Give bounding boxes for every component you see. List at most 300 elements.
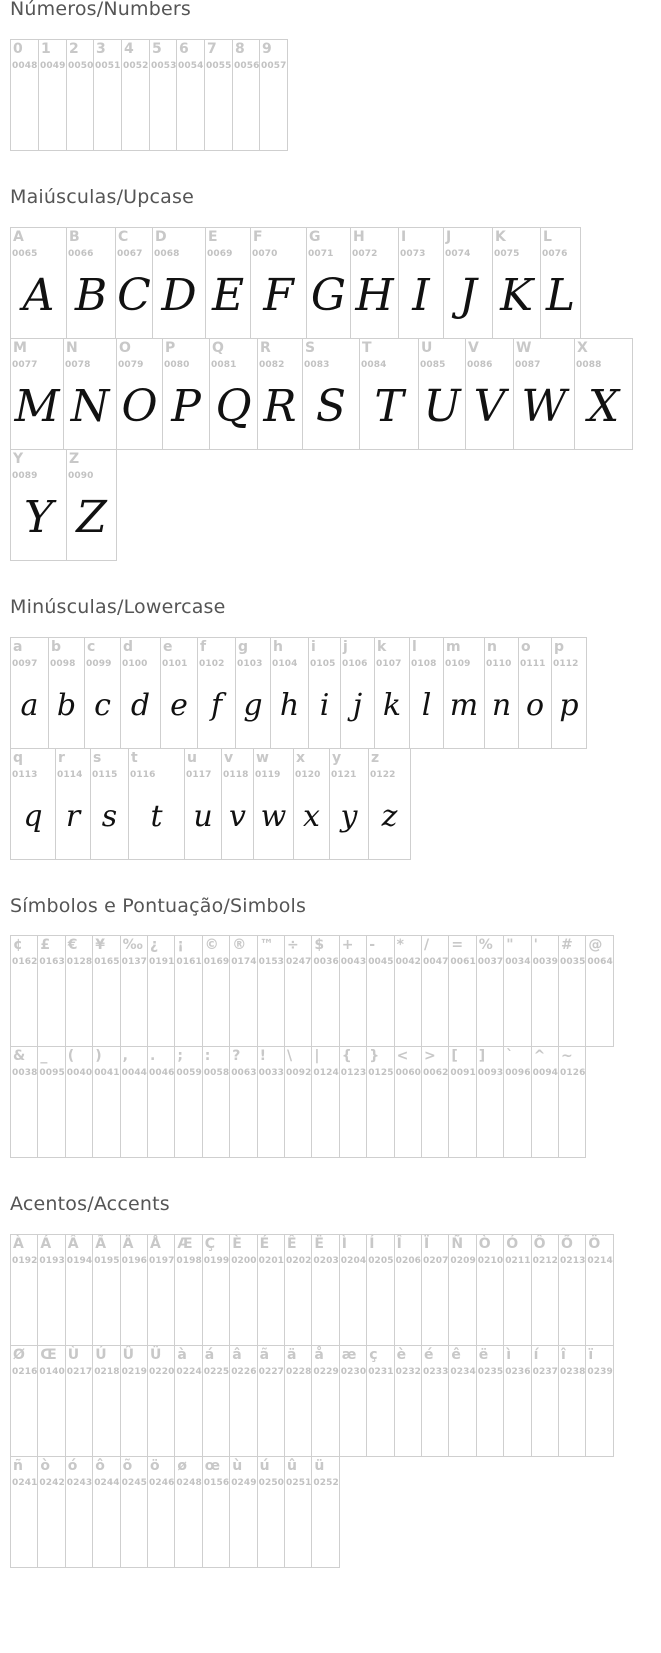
glyph-code-label: 0098 (50, 659, 76, 669)
glyph-code-label: 0246 (149, 1478, 175, 1488)
glyph-char-label: G (309, 229, 321, 245)
glyph-cell (492, 227, 541, 339)
glyph-cell (66, 227, 116, 339)
glyph-cell (120, 1345, 148, 1457)
glyph-cell (311, 1234, 339, 1346)
glyph-cell (65, 1234, 93, 1346)
glyph-code-label: 0048 (12, 61, 38, 71)
glyph-char-label: ] (478, 1048, 486, 1064)
glyph-cell (366, 1234, 394, 1346)
glyph-char-label: à (177, 1347, 187, 1363)
glyph-char-label: î (561, 1347, 566, 1363)
glyph-cell (359, 338, 419, 450)
glyph-code-label: 0043 (340, 957, 367, 967)
glyph-cell (205, 227, 251, 339)
glyph-code-label: 0220 (149, 1367, 175, 1377)
glyph-code-label: 0199 (203, 1256, 230, 1266)
glyph-cell (66, 39, 94, 151)
glyph-code-label: 0125 (368, 1068, 394, 1078)
glyph-code-label: 0077 (12, 360, 38, 370)
glyph-sample: D (161, 270, 197, 321)
glyph-code-label: 0162 (12, 957, 38, 967)
glyph-char-label: 3 (96, 41, 106, 57)
glyph-code-label: 0099 (86, 659, 112, 669)
glyph-code-label: 0052 (123, 61, 149, 71)
glyph-cell (257, 1046, 285, 1158)
glyph-char-label: f (200, 639, 207, 655)
glyph-cell (253, 748, 294, 860)
glyph-sample: r (65, 799, 81, 834)
glyph-code-label: 0064 (587, 957, 613, 967)
glyph-sample: E (211, 270, 245, 321)
glyph-sample: k (382, 688, 402, 723)
glyph-cell (513, 338, 575, 450)
glyph-char-label: d (123, 639, 134, 655)
glyph-code-label: 0040 (66, 1068, 93, 1078)
glyph-cell (339, 1345, 367, 1457)
glyph-sample: d (130, 688, 151, 723)
glyph-code-label: 0038 (12, 1068, 38, 1078)
glyph-sample: y (340, 799, 358, 834)
glyph-char-label: # (561, 937, 573, 953)
glyph-cell (259, 39, 288, 151)
glyph-code-label: 0047 (423, 957, 449, 967)
glyph-cell (48, 637, 85, 749)
glyph-code-label: 0044 (121, 1068, 148, 1078)
glyph-code-label: 0156 (203, 1478, 230, 1488)
glyph-char-label: . (150, 1048, 156, 1064)
glyph-code-label: 0117 (186, 770, 212, 780)
glyph-code-label: 0076 (542, 249, 568, 259)
glyph-code-label: 0080 (164, 360, 190, 370)
glyph-cell (531, 1046, 559, 1158)
glyph-code-label: 0051 (95, 61, 121, 71)
glyph-code-label: 0070 (252, 249, 278, 259)
glyph-cell (448, 935, 476, 1047)
glyph-char-label: { (341, 1048, 352, 1064)
glyph-code-label: 0207 (423, 1256, 449, 1266)
glyph-char-label: m (446, 639, 461, 655)
glyph-char-label: ä (287, 1347, 297, 1363)
glyph-cell (90, 748, 129, 860)
glyph-cell (257, 338, 303, 450)
glyph-char-label: Î (396, 1236, 402, 1252)
glyph-char-label: Í (369, 1236, 375, 1252)
glyph-cell (366, 935, 394, 1047)
glyph-code-label: 0229 (313, 1367, 339, 1377)
glyph-cell (162, 338, 210, 450)
glyph-code-label: 0120 (295, 770, 321, 780)
glyph-char-label: x (296, 750, 306, 766)
glyph-cell (229, 1345, 257, 1457)
glyph-cell (558, 935, 586, 1047)
glyph-char-label: € (67, 937, 78, 953)
glyph-char-label: D (155, 229, 167, 245)
glyph-sample: B (74, 270, 108, 321)
glyph-char-label: è (396, 1347, 407, 1363)
glyph-char-label: å (314, 1347, 324, 1363)
glyph-cell (37, 935, 65, 1047)
glyph-cell (270, 637, 309, 749)
glyph-char-label: B (69, 229, 80, 245)
glyph-cell (37, 1234, 65, 1346)
glyph-sample: C (117, 270, 151, 321)
glyph-sample: G (310, 270, 347, 321)
glyph-code-label: 0140 (39, 1367, 65, 1377)
glyph-char-label: P (165, 340, 176, 356)
glyph-code-label: 0095 (39, 1068, 65, 1078)
glyph-code-label: 0201 (258, 1256, 285, 1266)
glyph-code-label: 0065 (12, 249, 38, 259)
glyph-char-label: 2 (69, 41, 79, 57)
glyph-char-label: / (424, 937, 430, 953)
glyph-cell (443, 227, 493, 339)
glyph-char-label: V (468, 340, 479, 356)
glyph-char-label: ë (478, 1347, 489, 1363)
glyph-char-label: R (260, 340, 271, 356)
glyph-char-label: ñ (13, 1458, 23, 1474)
glyph-char-label: ® (232, 937, 247, 953)
glyph-code-label: 0113 (12, 770, 38, 780)
glyph-code-label: 0165 (94, 957, 120, 967)
glyph-code-label: 0034 (505, 957, 531, 967)
glyph-code-label: 0106 (342, 659, 368, 669)
glyph-code-label: 0218 (94, 1367, 120, 1377)
section-title-accents: Acentos/Accents (10, 1193, 170, 1215)
glyph-cell (257, 1345, 285, 1457)
glyph-code-label: 0071 (308, 249, 334, 259)
glyph-char-label: @ (588, 937, 603, 953)
glyph-cell (558, 1345, 586, 1457)
glyph-code-label: 0213 (560, 1256, 586, 1266)
glyph-char-label: ú (259, 1458, 270, 1474)
glyph-code-label: 0035 (560, 957, 586, 967)
glyph-cell (147, 1456, 175, 1568)
glyph-cell (10, 637, 49, 749)
glyph-code-label: 0251 (286, 1478, 312, 1488)
glyph-cell (92, 1345, 120, 1457)
glyph-code-label: 0206 (395, 1256, 422, 1266)
glyph-cell (531, 1234, 559, 1346)
glyph-code-label: 0196 (121, 1256, 148, 1266)
glyph-code-label: 0107 (376, 659, 402, 669)
glyph-code-label: 0202 (286, 1256, 312, 1266)
glyph-cell (302, 338, 360, 450)
glyph-cell (558, 1046, 586, 1158)
glyph-code-label: 0239 (587, 1367, 613, 1377)
glyph-code-label: 0069 (207, 249, 233, 259)
glyph-char-label: ( (67, 1048, 75, 1064)
glyph-char-label: Ú (95, 1347, 107, 1363)
glyph-code-label: 0094 (532, 1068, 559, 1078)
glyph-char-label: < (396, 1048, 409, 1064)
glyph-code-label: 0195 (94, 1256, 120, 1266)
glyph-code-label: 0059 (176, 1068, 202, 1078)
glyph-cell (65, 1456, 93, 1568)
glyph-cell (147, 1234, 175, 1346)
glyph-char-label: U (421, 340, 433, 356)
glyph-cell (10, 1046, 38, 1158)
section-title-lowercase: Minúsculas/Lowercase (10, 596, 226, 618)
glyph-code-label: 0045 (368, 957, 394, 967)
glyph-sample: h (279, 688, 300, 723)
glyph-cell (421, 1046, 449, 1158)
glyph-char-label: w (256, 750, 269, 766)
glyph-cell (229, 1046, 257, 1158)
glyph-code-label: 0092 (286, 1068, 312, 1078)
glyph-cell (202, 1345, 230, 1457)
glyph-char-label: ù (232, 1458, 243, 1474)
glyph-char-label: Ò (478, 1236, 491, 1252)
glyph-char-label: = (451, 937, 464, 953)
glyph-code-label: 0217 (66, 1367, 93, 1377)
glyph-char-label: J (446, 229, 452, 245)
glyph-cell (174, 1345, 202, 1457)
glyph-char-label: i (311, 639, 316, 655)
glyph-code-label: 0075 (494, 249, 520, 259)
glyph-cell (329, 748, 369, 860)
glyph-code-label: 0161 (176, 957, 202, 967)
glyph-cell (418, 338, 466, 450)
glyph-code-label: 0205 (368, 1256, 394, 1266)
glyph-char-label: í (533, 1347, 539, 1363)
glyph-code-label: 0060 (395, 1068, 422, 1078)
glyph-code-label: 0211 (505, 1256, 531, 1266)
section-title-symbols: Símbolos e Pontuação/Simbols (10, 895, 307, 917)
glyph-cell (37, 1046, 65, 1158)
glyph-code-label: 0110 (486, 659, 512, 669)
glyph-code-label: 0067 (117, 249, 143, 259)
glyph-char-label: ! (259, 1048, 266, 1064)
glyph-char-label: : (204, 1048, 211, 1064)
glyph-cell (92, 1046, 120, 1158)
glyph-code-label: 0055 (206, 61, 232, 71)
glyph-cell (443, 637, 485, 749)
glyph-char-label: Ï (424, 1236, 430, 1252)
glyph-code-label: 0212 (532, 1256, 559, 1266)
glyph-cell (120, 1234, 148, 1346)
glyph-char-label: N (66, 340, 78, 356)
glyph-cell (160, 637, 198, 749)
glyph-code-label: 0089 (12, 471, 38, 481)
glyph-code-label: 0046 (149, 1068, 175, 1078)
glyph-code-label: 0062 (423, 1068, 449, 1078)
glyph-cell (202, 1456, 230, 1568)
glyph-cell (115, 227, 153, 339)
glyph-sample: x (303, 799, 320, 834)
glyph-code-label: 0248 (176, 1478, 202, 1488)
glyph-char-label: À (13, 1236, 24, 1252)
glyph-cell (202, 1234, 230, 1346)
glyph-char-label: Õ (561, 1236, 573, 1252)
glyph-cell (340, 637, 375, 749)
glyph-code-label: 0137 (121, 957, 148, 967)
glyph-cell (476, 1345, 504, 1457)
glyph-cell (176, 39, 205, 151)
glyph-cell (10, 39, 39, 151)
glyph-char-label: H (353, 229, 365, 245)
glyph-char-label: ) (95, 1048, 102, 1064)
glyph-sample: o (525, 688, 545, 723)
glyph-char-label: æ (341, 1347, 357, 1363)
glyph-char-label: , (122, 1048, 128, 1064)
glyph-code-label: 0078 (65, 360, 91, 370)
glyph-code-label: 0191 (149, 957, 175, 967)
glyph-char-label: Ö (588, 1236, 601, 1252)
glyph-char-label: ‰ (122, 937, 143, 953)
glyph-cell (308, 637, 341, 749)
glyph-char-label: } (369, 1048, 380, 1064)
glyph-char-label: ã (259, 1347, 270, 1363)
glyph-cell (574, 338, 633, 450)
glyph-sample: i (319, 688, 330, 723)
glyph-cell (149, 39, 177, 151)
glyph-char-label: F (253, 229, 263, 245)
glyph-cell (421, 1345, 449, 1457)
glyph-char-label: a (13, 639, 23, 655)
glyph-cell (257, 1234, 285, 1346)
glyph-char-label: É (259, 1236, 270, 1252)
glyph-code-label: 0049 (40, 61, 66, 71)
glyph-sample: R (263, 381, 297, 432)
glyph-code-label: 0233 (423, 1367, 449, 1377)
glyph-cell (197, 637, 236, 749)
glyph-char-label: $ (314, 937, 325, 953)
glyph-code-label: 0119 (255, 770, 281, 780)
glyph-char-label: ç (369, 1347, 378, 1363)
glyph-char-label: \ (287, 1048, 293, 1064)
glyph-char-label: z (371, 750, 380, 766)
glyph-char-label: ø (177, 1458, 188, 1474)
glyph-code-label: 0126 (560, 1068, 586, 1078)
glyph-sample: j (352, 688, 363, 723)
glyph-char-label: l (412, 639, 417, 655)
glyph-char-label: Â (67, 1236, 79, 1252)
glyph-char-label: q (13, 750, 24, 766)
glyph-code-label: 0232 (395, 1367, 422, 1377)
glyph-code-label: 0058 (203, 1068, 230, 1078)
glyph-sample: U (423, 381, 461, 432)
glyph-cell (284, 1046, 312, 1158)
glyph-char-label: Ä (122, 1236, 134, 1252)
glyph-char-label: b (51, 639, 62, 655)
glyph-sample: e (170, 688, 188, 723)
glyph-code-label: 0225 (203, 1367, 230, 1377)
glyph-code-label: 0103 (237, 659, 263, 669)
glyph-cell (174, 1046, 202, 1158)
glyph-cell (503, 935, 531, 1047)
glyph-cell (232, 39, 260, 151)
glyph-cell (10, 449, 67, 561)
glyph-char-label: Ó (506, 1236, 519, 1252)
glyph-cell (147, 935, 175, 1047)
glyph-char-label: â (232, 1347, 242, 1363)
glyph-code-label: 0079 (118, 360, 144, 370)
glyph-sample: F (263, 270, 294, 321)
glyph-cell (398, 227, 444, 339)
glyph-sample: l (421, 688, 432, 723)
glyph-char-label: Û (122, 1347, 134, 1363)
glyph-char-label: O (119, 340, 131, 356)
glyph-cell (10, 748, 56, 860)
glyph-code-label: 0074 (445, 249, 471, 259)
glyph-char-label: 8 (235, 41, 245, 57)
glyph-cell (503, 1345, 531, 1457)
glyph-char-label: û (287, 1458, 297, 1474)
glyph-sample: X (587, 381, 620, 432)
glyph-char-label: n (487, 639, 497, 655)
glyph-char-label: 0 (13, 41, 23, 57)
glyph-char-label: Z (69, 451, 80, 467)
glyph-char-label: Ã (95, 1236, 107, 1252)
glyph-cell (350, 227, 399, 339)
glyph-code-label: 0238 (560, 1367, 586, 1377)
glyph-cell (293, 748, 330, 860)
glyph-code-label: 0109 (445, 659, 471, 669)
glyph-cell (374, 637, 410, 749)
glyph-code-label: 0033 (258, 1068, 285, 1078)
glyph-code-label: 0244 (94, 1478, 120, 1488)
glyph-code-label: 0214 (587, 1256, 613, 1266)
glyph-char-label: S (305, 340, 316, 356)
glyph-cell (585, 1234, 613, 1346)
glyph-code-label: 0210 (477, 1256, 504, 1266)
glyph-char-label: © (204, 937, 219, 953)
glyph-cell (476, 1234, 504, 1346)
glyph-char-label: 4 (124, 41, 134, 57)
glyph-sample: P (171, 381, 201, 432)
glyph-sample: q (23, 799, 43, 834)
glyph-cell (202, 935, 230, 1047)
glyph-cell (585, 1345, 613, 1457)
glyph-char-label: ü (314, 1458, 325, 1474)
glyph-sample: V (473, 381, 506, 432)
glyph-cell (465, 338, 514, 450)
glyph-cell (65, 1345, 93, 1457)
glyph-char-label: c (87, 639, 96, 655)
glyph-char-label: ÷ (287, 937, 299, 953)
glyph-code-label: 0088 (576, 360, 602, 370)
glyph-cell (229, 1456, 257, 1568)
glyph-char-label: ì (506, 1347, 511, 1363)
glyph-cell (202, 1046, 230, 1158)
glyph-sample: W (521, 381, 567, 432)
glyph-cell (366, 1046, 394, 1158)
glyph-sample: J (459, 270, 477, 321)
glyph-char-label: Ü (150, 1347, 162, 1363)
glyph-char-label: ¿ (150, 937, 159, 953)
glyph-code-label: 0197 (149, 1256, 175, 1266)
glyph-char-label: % (478, 937, 493, 953)
glyph-cell (558, 1234, 586, 1346)
glyph-cell (147, 1345, 175, 1457)
glyph-char-label: œ (204, 1458, 221, 1474)
glyph-code-label: 0105 (310, 659, 336, 669)
glyph-char-label: Å (150, 1236, 161, 1252)
glyph-code-label: 0153 (258, 957, 285, 967)
glyph-code-label: 0122 (370, 770, 396, 780)
glyph-code-label: 0036 (313, 957, 339, 967)
glyph-cell (518, 637, 552, 749)
glyph-code-label: 0236 (505, 1367, 531, 1377)
glyph-code-label: 0091 (450, 1068, 476, 1078)
glyph-code-label: 0073 (400, 249, 426, 259)
glyph-cell (120, 1456, 148, 1568)
glyph-code-label: 0057 (261, 61, 287, 71)
glyph-cell (306, 227, 351, 339)
glyph-char-label: _ (40, 1048, 48, 1064)
glyph-code-label: 0087 (515, 360, 541, 370)
